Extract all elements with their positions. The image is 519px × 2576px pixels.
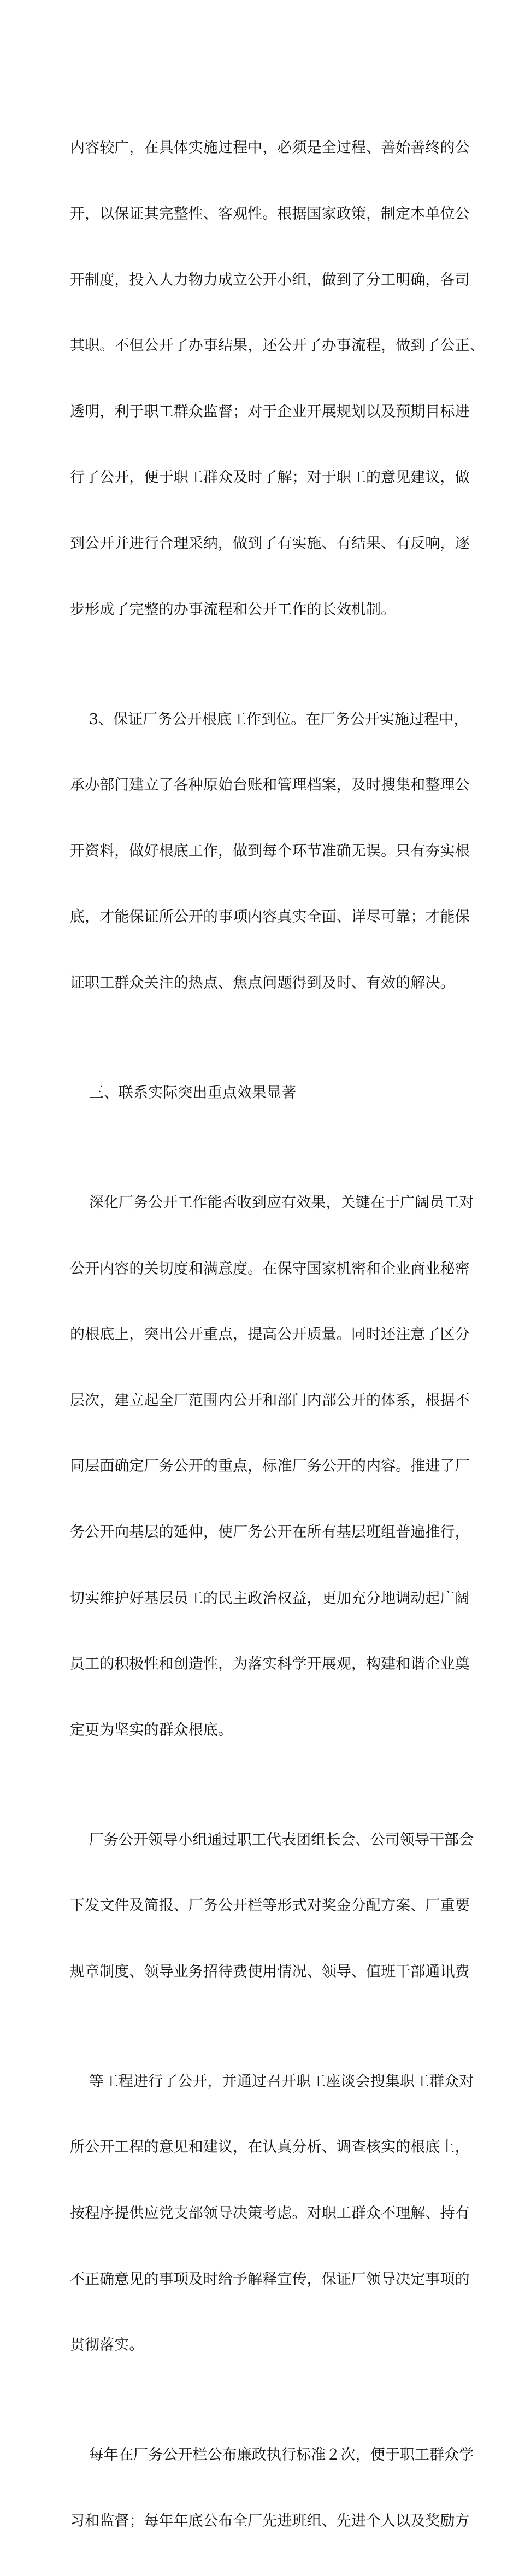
document-body <box>70 93 485 2576</box>
text-line: 等工程进行了公开，并通过召开职工座谈会搜集职工群众对 <box>70 2073 474 2090</box>
text-line: 切实维护好基层员工的民主政治权益，更加充分地调动起广阔 <box>70 1589 470 1607</box>
text-line: 步形成了完整的办事流程和公开工作的长效机制。 <box>70 601 396 618</box>
text-line: 开资料，做好根底工作，做到每个环节准确无误。只有夯实根 <box>70 842 470 860</box>
paragraph-6 <box>70 2027 474 2400</box>
text-line: 内容较广，在具体实施过程中，必须是全过程、善始善终的公 <box>70 139 470 157</box>
paragraph-5 <box>70 1785 474 2027</box>
heading-line: 三、联系实际突出重点效果显著 <box>70 1084 297 1101</box>
text-line: 规章制度、领导业务招待费使用情况、领导、值班干部通讯费 <box>70 1963 470 1980</box>
paragraph-2 <box>70 665 470 1038</box>
paragraph-4 <box>70 1148 474 1786</box>
text-line: 不正确意见的事项及时给予解释宣传，保证厂领导决定事项的 <box>70 2270 470 2288</box>
text-line: 定更为坚实的群众根底。 <box>70 1721 233 1739</box>
text-line: 其职。不但公开了办事结果，还公开了办事流程，做到了公正、 <box>70 337 485 355</box>
text-line: 厂务公开领导小组通过职工代表团组长会、公司领导干部会 <box>70 1831 474 1849</box>
text-line: 贯彻落实。 <box>70 2337 144 2354</box>
text-line: 承办部门建立了各种原始台账和管理档案，及时搜集和整理公 <box>70 777 470 794</box>
section-heading <box>70 1038 463 1148</box>
text-line: 所公开工程的意见和建议，在认真分析、调查核实的根底上， <box>70 2139 470 2156</box>
text-line: 开制度，投入人力物力成立公开小组，做到了分工明确，各司 <box>70 271 470 289</box>
text-line: 公开内容的关切度和满意度。在保守国家机密和企业商业秘密 <box>70 1260 470 1277</box>
text-line: 同层面确定厂务公开的重点，标准厂务公开的内容。推进了厂 <box>70 1458 470 1475</box>
text-line: 3、保证厂务公开根底工作到位。在厂务公开实施过程中， <box>70 711 469 728</box>
text-line: 习和监督；每年年底公布全厂先进班组、先进个人以及奖励方 <box>70 2512 470 2530</box>
text-line: 的根底上，突出公开重点，提高公开质量。同时还注意了区分 <box>70 1326 470 1343</box>
text-line: 深化厂务公开工作能否收到应有效果，关键在于广阔员工对 <box>70 1194 474 1211</box>
text-line: 证职工群众关注的热点、焦点问题得到及时、有效的解决。 <box>70 974 455 991</box>
text-line: 开，以保证其完整性、客观性。根据国家政策，制定本单位公 <box>70 206 470 222</box>
text-line: 行了公开，便于职工群众及时了解；对于职工的意见建议，做 <box>70 469 470 486</box>
text-line: 到公开并进行合理采纳，做到了有实施、有结果、有反响，逐 <box>70 535 470 552</box>
text-line: 务公开向基层的延伸，使厂务公开在所有基层班组普遍推行， <box>70 1523 470 1541</box>
text-line: 透明，利于职工群众监督；对于企业开展规划以及预期目标进 <box>70 403 470 420</box>
text-line: 层次，建立起全厂范围内公开和部门内部公开的体系，根据不 <box>70 1392 470 1409</box>
text-line: 员工的积极性和创造性，为落实科学开展观，构建和谐企业奠 <box>70 1656 470 1673</box>
text-line: 每年在厂务公开栏公布廉政执行标准２次，便于职工群众学 <box>70 2446 474 2464</box>
text-line: 下发文件及简报、厂务公开栏等形式对奖金分配方案、厂重要 <box>70 1897 470 1915</box>
text-line: 按程序提供应党支部领导决策考虑。对职工群众不理解、持有 <box>70 2205 470 2222</box>
paragraph-1 <box>70 93 485 665</box>
paragraph-7 <box>70 2401 474 2576</box>
text-line: 底，才能保证所公开的事项内容真实全面、详尽可靠；才能保 <box>70 908 470 926</box>
